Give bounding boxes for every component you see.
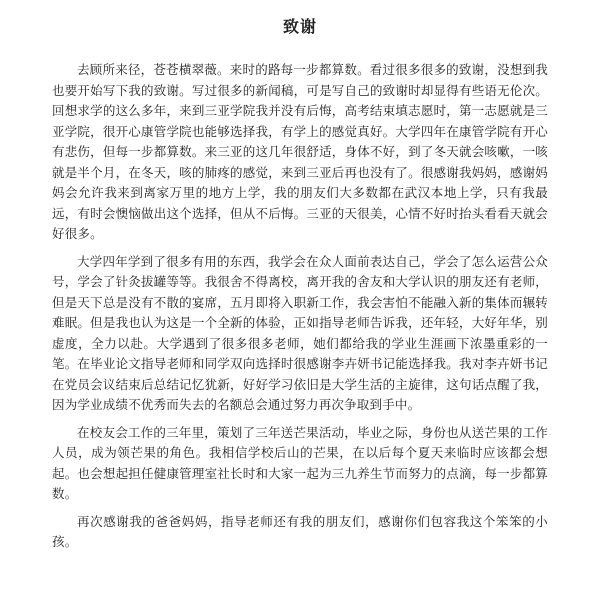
paragraph-3: 在校友会工作的三年里，策划了三年送芒果活动，毕业之际，身份也从送芒果的工作人员，成为领芒果的角色。我相信学校后山的芒果，在以后每个夏天来临时应该都会想起。也会想起担任健康管理室社长时和大家一起为三九养生节而努力的点滴，每一步都算数。	[52, 424, 548, 501]
paragraph-1: 去顾所来径，苍苍横翠薇。来时的路每一步都算数。看过很多很多的致谢，没想到我也要开始写下我的致谢。写过很多的新闻稿，可是写自己的致谢时却显得有些语无伦次。回想求学的这么多年，来到三亚学院我并没有后悔，高考结束填志愿时，第一志愿就是三亚学院，很开心康管学院也能够选择我，有学上的感觉真好。大学四年在康管学院有开心有悲伤，但每一步都算数。来三亚的这几年很舒适，身体不好，到了冬天就会咳嗽，一咳就是半个月，在冬天，咳的肺疼的感觉，来到三亚后再也没有了。很感谢我妈妈，感谢妈妈会允许我来到离家万里的地方上学，我的朋友们大多数都在武汉本地上学，只有我最远，有时会懊恼做出这个选择，但从不后悔。三亚的天很美，心情不好时抬头看看天就会好很多。	[52, 62, 548, 241]
paragraph-4: 再次感谢我的爸爸妈妈，指导老师还有我的朋友们，感谢你们包容我这个笨笨的小孩。	[52, 513, 548, 549]
paragraph-2: 大学四年学到了很多有用的东西，我学会在众人面前表达自己，学会了怎么运营公众号，学会了针灸拔罐等等。我很舍不得离校，离开我的舍友和大学认识的朋友还有老师，但是天下总是没有不散的宴席，五月即将入职新工作，我会害怕不能融入新的集体而辗转难眠。但是我也认为这是一个全新的体验，正如指导老师告诉我，还年轻，大好年华，别虚度，全力以赴。大学遇到了很多很多老师，她们都给我的学业生涯画下浓墨重彩的一笔。在毕业论文指导老师和同学双向选择时很感谢李卉妍书记能选择我。我对李卉妍书记在党员会议结束后总结记忆犹新，好好学习依旧是大学生活的主旋律，这句话点醒了我，因为学业成绩不优秀而失去的名额总会通过努力再次争取到手中。	[52, 253, 548, 412]
document-title: 致谢	[282, 17, 317, 36]
